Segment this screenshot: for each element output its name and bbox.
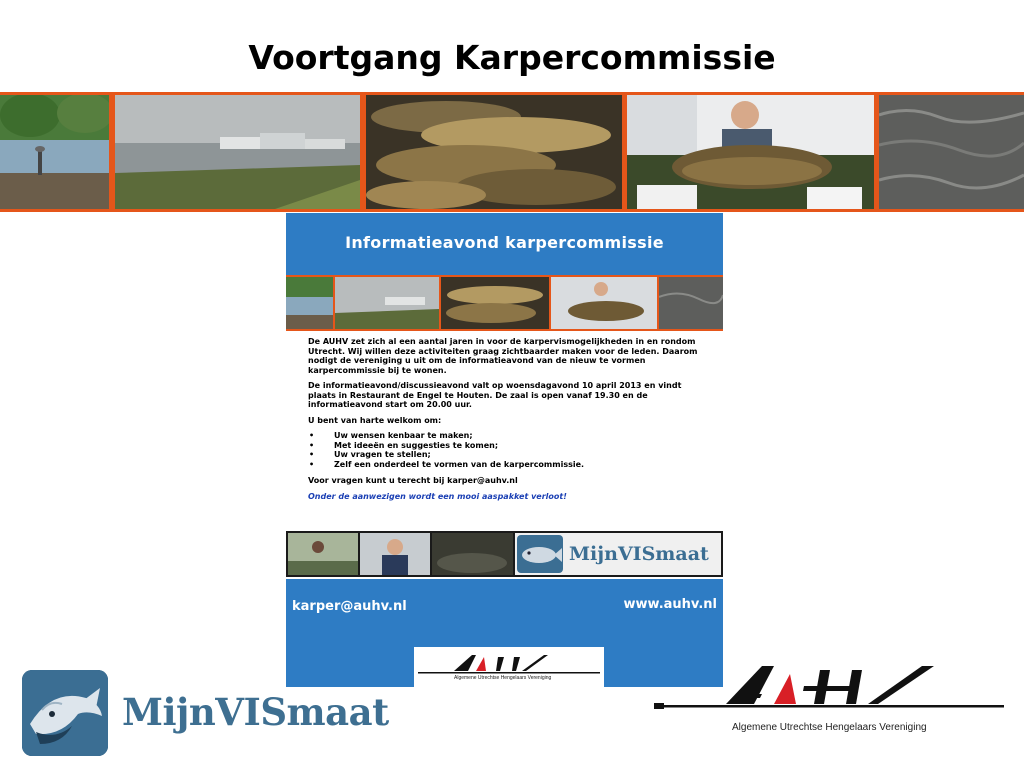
list-item: • Uw wensen kenbaar te maken; [308, 431, 708, 441]
flyer-lake-photo [286, 277, 333, 329]
flyer-water-photo [659, 277, 723, 329]
lake-with-buildings-photo [115, 95, 360, 209]
flyer-email: karper@auhv.nl [292, 599, 407, 614]
boat-angler-photo [288, 533, 358, 575]
event-flyer [286, 213, 723, 687]
flyer-logo-caption: Algemene Utrechtse Hengelaars Vereniging [454, 675, 552, 681]
list-item: • Met ideeën en suggesties te komen; [308, 441, 708, 451]
flyer-angler-photo [551, 277, 657, 329]
fish-icon [22, 670, 108, 756]
flyer-carp-photo [441, 277, 549, 329]
auhv-logo [654, 660, 1006, 740]
flyer-website: www.auhv.nl [623, 597, 717, 612]
flyer-note: Onder de aanwezigen wordt een mooi aaspakket verloot! [308, 491, 567, 501]
fishing-gear-photo [432, 533, 513, 575]
flyer-bullet-list [308, 431, 708, 469]
mini-vismaat-text: MijnVISmaat [569, 543, 709, 565]
flyer-header: Informatieavond karpercommissie [286, 213, 723, 275]
slide-title: Voortgang Karpercommissie [248, 38, 776, 77]
auhv-emblem [654, 660, 1006, 716]
photo-strip [0, 92, 1024, 212]
mini-vismaat-logo [515, 533, 721, 575]
flyer-welcome: U bent van harte welkom om: [308, 415, 442, 425]
angler-portrait-photo [360, 533, 430, 575]
flyer-buildings-photo [335, 277, 439, 329]
flyer-photo-strip [286, 275, 723, 331]
carp-pile-photo [366, 95, 622, 209]
mijnvismaat-logo [22, 668, 389, 756]
flyer-contact: Voor vragen kunt u terecht bij karper@auhv.nl [308, 476, 518, 485]
flyer-body [308, 337, 708, 507]
list-item: • Zelf een onderdeel te vormen van de karpercommissie. [308, 460, 708, 470]
vismaat-text: MijnVISmaat [122, 690, 389, 734]
auhv-caption: Algemene Utrechtse Hengelaars Vereniging [732, 722, 927, 733]
flyer-bottom-photos [286, 531, 723, 577]
lake-with-heron-photo [0, 95, 109, 209]
angler-with-carp-photo [627, 95, 874, 209]
list-item: • Uw vragen te stellen; [308, 450, 708, 460]
flyer-intro: De AUHV zet zich al een aantal jaren in voor de karpervismogelijkheden in en rondom Utrecht. Wij willen deze activiteiten graag zichtbaarder maken voor de leden. Daarom nodigt de vereniging u uit om de informatieavond van de nieuw te vormen karpercommissie bij te wonen. [308, 337, 698, 375]
flyer-details: De informatieavond/discussieavond valt op woensdagavond 10 april 2013 en vindt plaats in Restaurant de Engel te Houten. De zaal is open vanaf 19.30 en de informatieavond start om 20.00 uur. [308, 381, 682, 409]
flyer-auhv-logo [414, 647, 604, 687]
fish-icon [517, 535, 563, 573]
water-surface-photo [879, 95, 1024, 209]
